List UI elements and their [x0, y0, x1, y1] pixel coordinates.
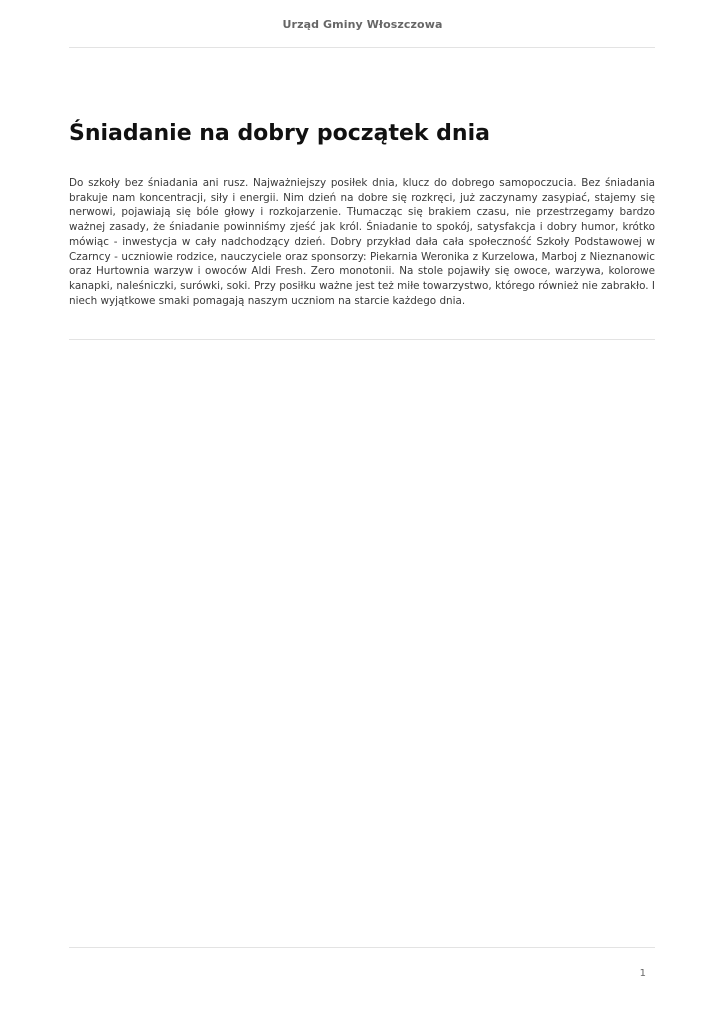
- site-header-title: Urząd Gminy Włoszczowa: [282, 18, 443, 31]
- article-title: Śniadanie na dobry początek dnia: [69, 121, 490, 146]
- article-body: Do szkoły bez śniadania ani rusz. Najważniejszy posiłek dnia, klucz do dobrego samopoczucia. Bez śniadania brakuje nam koncentracji, siły i energii. Nim dzień na dobre się rozkręci, już zaczynamy zasypiać, stajemy się nerwowi, pojawiają się bóle głowy i rozkojarzenie. Tłumacząc się brakiem czasu, nie przestrzegamy bardzo ważnej zasady, że śniadanie powinniśmy zjeść jak król. Śniadanie to spokój, satysfakcja i dobry humor, krótko mówiąc - inwestycja w cały nadchodzący dzień. Dobry przykład dała cała społeczność Szkoły Podstawowej w Czarncy - uczniowie rodzice, nauczyciele oraz sponsorzy: Piekarnia Weronika z Kurzelowa, Marboj z Nieznanowic oraz Hurtownia warzyw i owoców Aldi Fresh. Zero monotonii. Na stole pojawiły się owoce, warzywa, kolorowe kanapki, naleśniczki, surówki, soki. Przy posiłku ważne jest też miłe towarzystwo, którego również nie zabrakło. I niech wyjątkowe smaki pomagają naszym uczniom na starcie każdego dnia.: [69, 177, 655, 307]
- content-divider: [69, 339, 655, 340]
- page-number: 1: [639, 968, 646, 979]
- header-divider: [69, 47, 655, 48]
- footer-divider: [69, 947, 655, 948]
